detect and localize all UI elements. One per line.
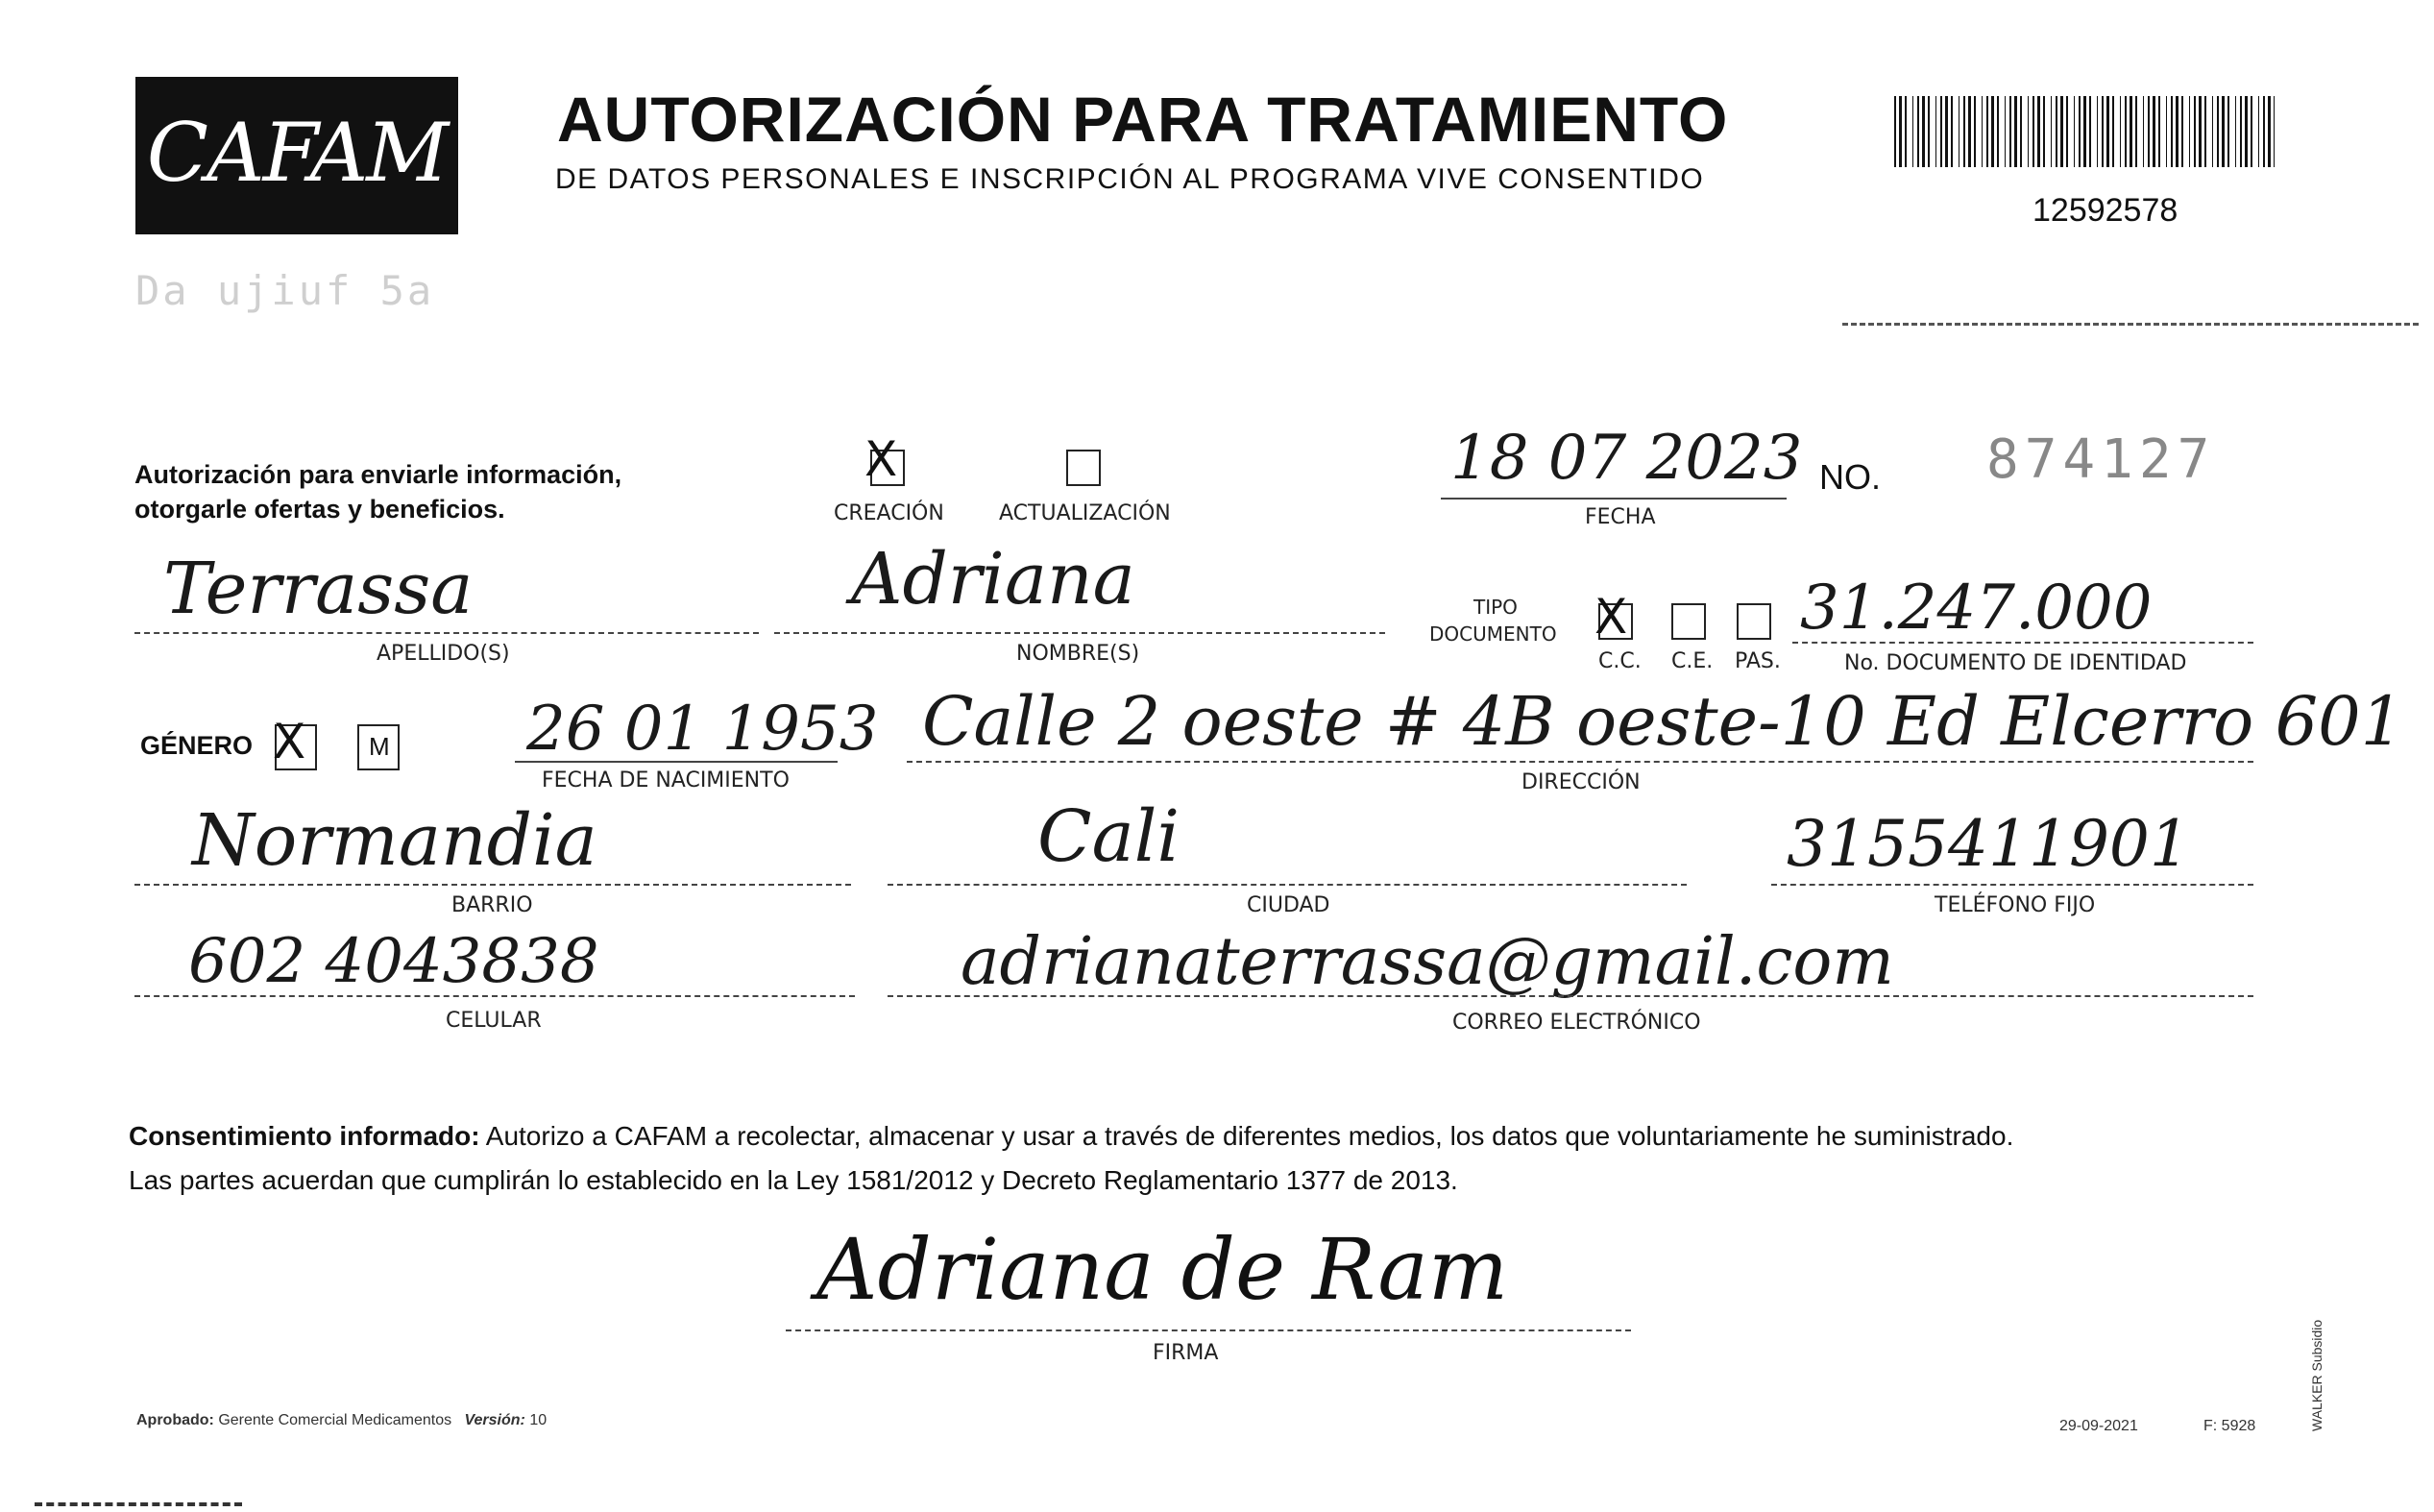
nombre-line [774, 632, 1385, 634]
barcode-bar [2212, 96, 2213, 167]
telefono-line [1771, 884, 2253, 886]
ce-label: C.E. [1671, 649, 1714, 673]
barcode-bar [2005, 96, 2006, 167]
barcode-bar [2204, 96, 2206, 167]
barcode-bar [2274, 96, 2275, 167]
firma-label: FIRMA [1153, 1341, 1219, 1365]
page-title: AUTORIZACIÓN PARA TRATAMIENTO [557, 84, 1729, 155]
doc-number-line [1792, 642, 2253, 644]
actualizacion-label: ACTUALIZACIÓN [999, 501, 1171, 525]
barcode-bar [2181, 96, 2183, 167]
faded-stamp: Da ujiuf 5a [135, 267, 435, 314]
barcode-bar [2199, 96, 2202, 167]
barcode-bar [2009, 96, 2011, 167]
barcode-number: 12592578 [2032, 192, 2178, 229]
pas-label: PAS. [1735, 649, 1781, 673]
nacimiento-value: 26 01 1953 [526, 694, 879, 765]
barcode-bar [1905, 96, 1907, 167]
consent-block [129, 1114, 2261, 1203]
barcode-bar [1922, 96, 1925, 167]
barcode-bar [1917, 96, 1919, 167]
barcode-bar [2171, 96, 2173, 167]
telefono-value: 3155411901 [1787, 807, 2190, 881]
consent-text-1: Autorizo a CAFAM a recolectar, almacenar y usar a través de diferentes medios, los datos que voluntariamente he suministrado. [479, 1121, 2014, 1151]
barcode-bar [2051, 96, 2052, 167]
barcode-bar [1986, 96, 1988, 167]
barcode-bar [2060, 96, 2063, 167]
vertical-print-mark: WALKER Subsidio [2309, 1319, 2324, 1431]
barcode-bar [2112, 96, 2114, 167]
barcode-bar [2097, 96, 2098, 167]
consent-text-2: Las partes acuerdan que cumplirán lo establecido en la Ley 1581/2012 y Decreto Reglamentario 1377 de 2013. [129, 1165, 1458, 1195]
signature: Adriana de Ram [816, 1220, 1509, 1319]
barcode-bar [2217, 96, 2219, 167]
doc-number-label: No. DOCUMENTO DE IDENTIDAD [1844, 651, 2187, 675]
creacion-label: CREACIÓN [834, 501, 944, 525]
barcode-bar [1899, 96, 1902, 167]
barcode-bar [2032, 96, 2034, 167]
authorization-text-2: otorgarle ofertas y beneficios. [134, 495, 505, 524]
ciudad-label: CIUDAD [1247, 893, 1330, 917]
barcode-bar [2143, 96, 2144, 167]
telefono-label: TELÉFONO FIJO [1935, 893, 2096, 917]
barcode-bar [2268, 96, 2271, 167]
barcode-bar [2028, 96, 2029, 167]
barcode-bar [2056, 96, 2057, 167]
barcode-bar [1997, 96, 1999, 167]
genero-m-label: M [369, 732, 390, 761]
celular-value: 602 4043838 [188, 926, 599, 997]
authorization-text-1: Autorización para enviarle información, [134, 460, 622, 489]
apellido-value: Terrassa [163, 548, 474, 630]
barcode-bar [1968, 96, 1971, 167]
footer-date-code: 29-09-2021 [2059, 1418, 2138, 1434]
barcode-bar [1894, 96, 1896, 167]
barcode-bar [2251, 96, 2252, 167]
barcode-bar [2189, 96, 2190, 167]
celular-label: CELULAR [446, 1009, 542, 1033]
barcode-bar [1940, 96, 1942, 167]
barrio-label: BARRIO [451, 893, 533, 917]
barcode-bar [1951, 96, 1953, 167]
firma-line [786, 1329, 1631, 1331]
ciudad-value: Cali [1037, 795, 1180, 878]
barrio-line [134, 884, 851, 886]
fecha-label: FECHA [1585, 505, 1656, 529]
direccion-line [907, 761, 2253, 763]
version-label: Versión: [464, 1412, 525, 1428]
genero-label: GÉNERO [140, 731, 254, 760]
fecha-value: 18 07 2023 [1450, 423, 1803, 494]
apellido-line [134, 632, 759, 634]
correo-label: CORREO ELECTRÓNICO [1452, 1011, 1701, 1035]
barcode-bar [2166, 96, 2167, 167]
aprobado-value: Gerente Comercial Medicamentos [218, 1412, 452, 1428]
barcode-bar [2037, 96, 2040, 167]
barcode-bar [2020, 96, 2022, 167]
barcode-bar [2089, 96, 2091, 167]
barcode-bar [1912, 96, 1913, 167]
barcode-bar [2135, 96, 2137, 167]
barcode-bar [1945, 96, 1948, 167]
barcode-bar [1991, 96, 1994, 167]
ce-checkbox[interactable] [1671, 603, 1706, 640]
no-label: NO. [1819, 457, 1882, 497]
barcode-bar [2176, 96, 2178, 167]
barcode-bar [2153, 96, 2155, 167]
barcode-bar [2130, 96, 2132, 167]
barcode-bar [2258, 96, 2259, 167]
barcode-bar [2043, 96, 2045, 167]
barcode-bar [2120, 96, 2121, 167]
nacimiento-line [515, 761, 838, 763]
barcode-bar [2083, 96, 2086, 167]
consent-heading: Consentimiento informado: [129, 1121, 480, 1151]
no-value: 874127 [1986, 428, 2216, 491]
barcode-bar [2158, 96, 2160, 167]
direccion-label: DIRECCIÓN [1521, 770, 1641, 794]
barcode-bar [1935, 96, 1936, 167]
barcode-bar [2079, 96, 2081, 167]
barcode-bar [2263, 96, 2265, 167]
cafam-logo [135, 77, 458, 234]
barcode-bar [2148, 96, 2150, 167]
top-divider [1842, 323, 2419, 326]
cc-check-mark: X [1594, 589, 1628, 645]
fecha-line [1441, 498, 1787, 500]
ciudad-line [888, 884, 1687, 886]
barcode-bar [2245, 96, 2248, 167]
footer-form-code: F: 5928 [2203, 1418, 2256, 1434]
barcode-bar [2240, 96, 2242, 167]
nombre-label: NOMBRE(S) [1016, 642, 1140, 666]
nombre-value: Adriana [851, 538, 1135, 621]
barcode-bar [1982, 96, 1983, 167]
barcode-bar [1928, 96, 1930, 167]
logo-text: CAFAM [146, 106, 448, 200]
genero-f-check-mark: X [273, 714, 306, 769]
bottom-edge-mark [35, 1502, 242, 1506]
barrio-value: Normandia [192, 799, 597, 882]
page-subtitle: DE DATOS PERSONALES E INSCRIPCIÓN AL PROGRAMA VIVE CONSENTIDO [555, 163, 1705, 195]
documento-label: DOCUMENTO [1429, 622, 1557, 646]
barcode-bar [2222, 96, 2225, 167]
direccion-value: Calle 2 oeste # 4B oeste-10 Ed Elcerro 601 [922, 682, 2404, 761]
barcode-bar [2125, 96, 2127, 167]
tipo-label: TIPO [1473, 596, 1518, 619]
barcode-bar [2235, 96, 2236, 167]
celular-line [134, 995, 855, 997]
barcode-bar [2074, 96, 2075, 167]
barcode-bar [2102, 96, 2104, 167]
barcode-bar [2227, 96, 2229, 167]
pas-checkbox[interactable] [1737, 603, 1771, 640]
barcode-bar [1974, 96, 1976, 167]
barcode [1894, 96, 2275, 167]
correo-line [888, 995, 2253, 997]
barcode-bar [2066, 96, 2068, 167]
nacimiento-label: FECHA DE NACIMIENTO [542, 768, 790, 793]
version-value: 10 [529, 1412, 548, 1428]
barcode-bar [2194, 96, 2196, 167]
correo-value: adrianaterrassa@gmail.com [961, 924, 1894, 1000]
aprobado-label: Aprobado: [136, 1412, 214, 1428]
apellido-label: APELLIDO(S) [377, 642, 510, 666]
cc-label: C.C. [1598, 649, 1642, 673]
creacion-check-mark: X [864, 431, 898, 487]
barcode-bar [2014, 96, 2017, 167]
barcode-bar [1963, 96, 1965, 167]
footer-approval [136, 1412, 547, 1429]
doc-number-value: 31.247.000 [1800, 573, 2153, 644]
barcode-bar [2106, 96, 2109, 167]
actualizacion-checkbox[interactable] [1066, 450, 1101, 486]
